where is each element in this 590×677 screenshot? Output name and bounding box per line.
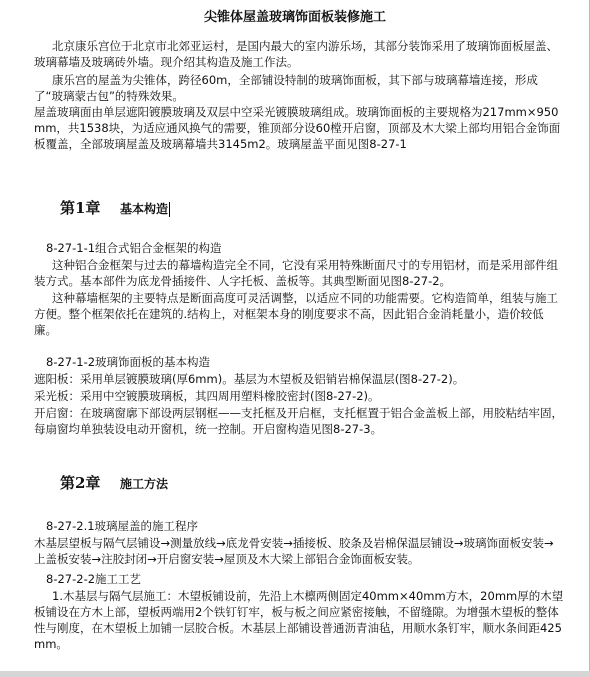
chapter-1-number: 第1章 [60, 199, 101, 217]
section-1-2-window: 开启窗：在玻璃窗廓下部设两层钢框——支托框及开启框，支托框置于铝合金盖板上部，用胶粘结牢固，每扇窗均单独装设电动开窗机，统一控制。开启窗构造见图8-27-3。 [34, 406, 563, 436]
intro-paragraph-2: 康乐宫的屋盖为尖锥体，跨径60m，全部铺设特制的玻璃饰面板，其下部与玻璃幕墙连接，形成了“玻璃蒙古包”的特殊效果。 [34, 73, 538, 103]
text-cursor [169, 202, 170, 217]
chapter-1-name: 基本构造 [120, 202, 169, 216]
chapter-2-heading [60, 472, 168, 493]
document-title: 尖锥体屋盖玻璃饰面板装修施工 [203, 10, 386, 25]
intro-paragraph-1: 北京康乐宫位于北京市北郊亚运村，是国内最大的室内游乐场，其部分装饰采用了玻璃饰面板屋盖、玻璃幕墙及玻璃砖外墙。现介绍其构造及施工作法。 [34, 39, 558, 69]
chapter-2-number: 第2章 [60, 474, 101, 492]
section-2-2-paragraph: 1.木基层与隔气层施工：木望板铺设前，先沿上木檩两侧固定40mm×40mm方木，20mm厚的木望板铺设在方木上部，望板两端用2个铁钉钉牢，板与板之间应紧密接触，不留缝隙。为增强木望板的整体性与刚度，在木望板上加铺一层胶合板。木基层上部铺设普通沥青油毡，用顺水条钉牢，顺水条间距425mm。 [34, 589, 564, 651]
chapter-2-name: 施工方法 [120, 477, 169, 491]
section-2-1-paragraph: 木基层望板与隔气层铺设→测量放线→底龙骨安装→插接板、胶条及岩棉保温层铺设→玻璃饰面板安装→上盖板安装→注胶封闭→开启窗安装→屋顶及木大梁上部铝合金饰面板安装。 [34, 536, 554, 566]
section-1-2-light-panel: 采光板：采用中空镀膜玻璃板，其四周用塑料橡胶密封(图8-27-2)。 [34, 389, 380, 403]
page-bottom-edge [0, 671, 590, 677]
section-1-2-heading: 8-27-1-2玻璃饰面板的基本构造 [46, 355, 211, 369]
section-2-1-heading: 8-27-2.1玻璃屋盖的施工程序 [46, 519, 199, 533]
section-1-1-heading: 8-27-1-1组合式铝合金框架的构造 [46, 241, 222, 255]
section-1-1-paragraph-1: 这种铝合金框架与过去的幕墙构造完全不同，它没有采用特殊断面尺寸的专用铝材，而是采用部件组装方式。基本部件为底龙骨插接件、人字托板、盖板等。其典型断面见图8-27-2。 [34, 258, 558, 288]
section-1-1-paragraph-2: 这种幕墙框架的主要特点是断面高度可灵活调整，以适应不同的功能需要。它构造简单，组装与施工方便。整个框架依托在建筑的.结构上，对框架本身的刚度要求不高，因此铝合金消耗量小，造价较低廉。 [34, 291, 558, 337]
intro-paragraph-3: 屋盖玻璃面由单层遮阳镀膜玻璃及双层中空采光镀膜玻璃组成。玻璃饰面板的主要规格为217mm×950mm，共1538块，为适应通风换气的需要，锥顶部分设60樘开启窗，顶部及木大梁上部均用铝合金饰面板覆盖，全部玻璃屋盖及玻璃幕墙共3145m2。玻璃屋盖平面见图8-27-1 [34, 105, 561, 151]
section-1-2-shade-panel: 遮阳板：采用单层镀膜玻璃(厚6mm)。基层为木望板及铝销岩棉保温层(图8-27-2)。 [34, 372, 465, 386]
chapter-1-heading [60, 197, 170, 218]
section-2-2-heading: 8-27-2-2施工工艺 [46, 572, 142, 586]
